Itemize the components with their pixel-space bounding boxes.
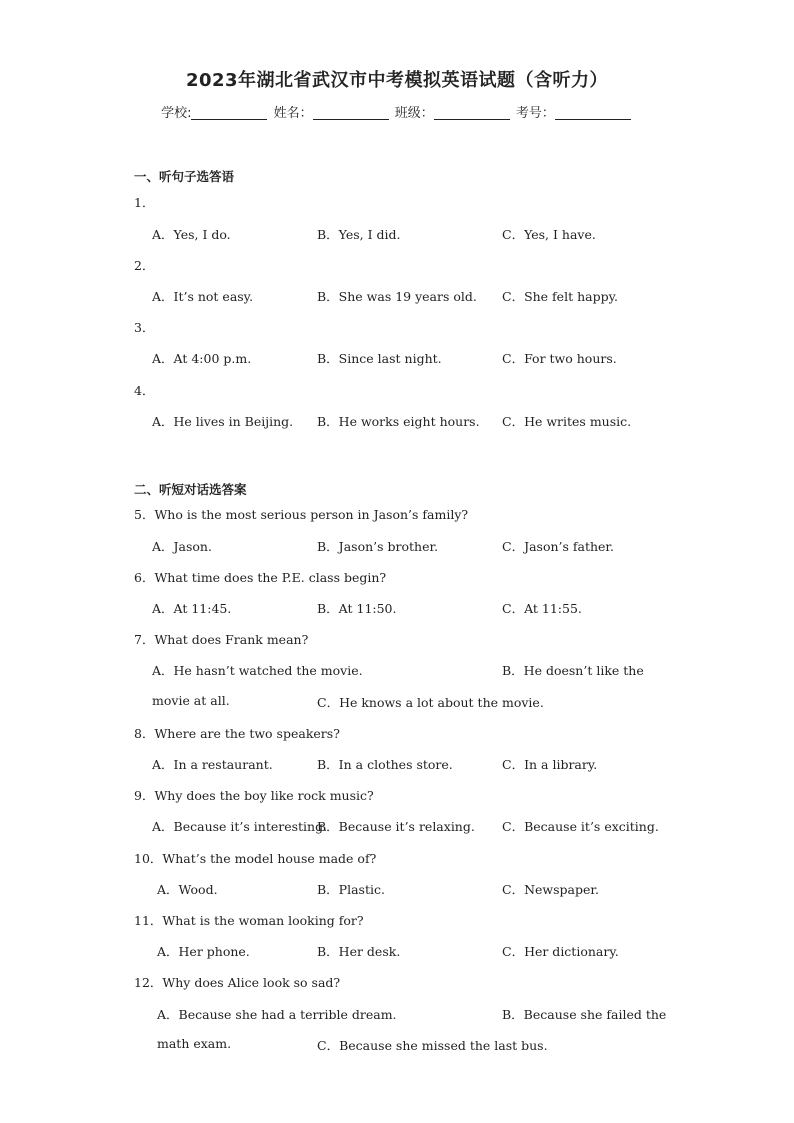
q2-option-c[interactable]: C．She felt happy.	[502, 289, 618, 304]
name-blank[interactable]	[313, 105, 389, 120]
q4-option-c[interactable]: C．He writes music.	[502, 414, 632, 429]
q6-option-c[interactable]: C．At 11:55.	[502, 601, 582, 616]
q11-option-a[interactable]: A．Her phone.	[157, 944, 250, 959]
question-12-stem: 12．Why does Alice look so sad?	[134, 975, 341, 990]
q7-option-a[interactable]: A．He hasn’t watched the movie.	[152, 663, 363, 678]
q12-option-b-continued[interactable]: math exam.	[157, 1036, 232, 1051]
question-3-stem: 3．	[134, 320, 155, 335]
q9-option-a[interactable]: A．Because it’s interesting.	[152, 819, 328, 834]
q5-option-a[interactable]: A．Jason.	[152, 539, 212, 554]
q4-option-b[interactable]: B．He works eight hours.	[317, 414, 480, 429]
q6-option-b[interactable]: B．At 11:50.	[317, 601, 397, 616]
q1-option-c[interactable]: C．Yes, I have.	[502, 227, 596, 242]
q12-option-a[interactable]: A．Because she had a terrible dream.	[157, 1007, 397, 1022]
student-info-row	[0, 102, 794, 121]
q10-option-b[interactable]: B．Plastic.	[317, 882, 385, 897]
q7-option-b[interactable]: B．He doesn’t like the	[502, 663, 644, 678]
q5-option-b[interactable]: B．Jason’s brother.	[317, 539, 439, 554]
question-4-stem: 4．	[134, 383, 155, 398]
question-8-stem: 8．Where are the two speakers?	[134, 726, 340, 741]
q10-option-a[interactable]: A．Wood.	[157, 882, 218, 897]
number-blank[interactable]	[555, 105, 631, 120]
q3-option-a[interactable]: A．At 4:00 p.m.	[152, 351, 252, 366]
q2-option-a[interactable]: A．It’s not easy.	[152, 289, 254, 304]
question-1-stem: 1．	[134, 195, 155, 210]
question-5-stem: 5．Who is the most serious person in Jason’s family?	[134, 507, 469, 522]
q4-option-a[interactable]: A．He lives in Beijing.	[152, 414, 294, 429]
question-10-stem: 10．What’s the model house made of?	[134, 851, 377, 866]
page-title: 2023年湖北省武汉市中考模拟英语试题（含听力）	[185, 70, 609, 91]
q12-option-b[interactable]: B．Because she failed the	[502, 1007, 667, 1022]
question-2-stem: 2．	[134, 258, 155, 273]
q1-option-a[interactable]: A．Yes, I do.	[152, 227, 231, 242]
q3-option-c[interactable]: C．For two hours.	[502, 351, 617, 366]
class-blank[interactable]	[434, 105, 510, 120]
question-7-stem: 7．What does Frank mean?	[134, 632, 309, 647]
q2-option-b[interactable]: B．She was 19 years old.	[317, 289, 477, 304]
q1-option-b[interactable]: B．Yes, I did.	[317, 227, 401, 242]
q7-option-c[interactable]: C．He knows a lot about the movie.	[317, 695, 544, 710]
q8-option-b[interactable]: B．In a clothes store.	[317, 757, 453, 772]
question-6-stem: 6．What time does the P.E. class begin?	[134, 570, 387, 585]
q11-option-c[interactable]: C．Her dictionary.	[502, 944, 619, 959]
school-blank[interactable]	[191, 105, 267, 120]
q3-option-b[interactable]: B．Since last night.	[317, 351, 442, 366]
section-heading-1: 一、听句子选答语	[134, 169, 235, 184]
question-9-stem: 9．Why does the boy like rock music?	[134, 788, 374, 803]
q7-option-b-continued[interactable]: movie at all.	[152, 693, 230, 708]
q9-option-c[interactable]: C．Because it’s exciting.	[502, 819, 659, 834]
q8-option-a[interactable]: A．In a restaurant.	[152, 757, 273, 772]
school-label: 学校:	[161, 106, 192, 121]
name-label: 姓名：	[273, 106, 313, 121]
q5-option-c[interactable]: C．Jason’s father.	[502, 539, 615, 554]
q10-option-c[interactable]: C．Newspaper.	[502, 882, 599, 897]
q9-option-b[interactable]: B．Because it’s relaxing.	[317, 819, 475, 834]
q12-option-c[interactable]: C．Because she missed the last bus.	[317, 1038, 548, 1053]
q11-option-b[interactable]: B．Her desk.	[317, 944, 401, 959]
class-label: 班级：	[394, 106, 434, 121]
q6-option-a[interactable]: A．At 11:45.	[152, 601, 232, 616]
section-heading-2: 二、听短对话选答案	[134, 482, 247, 497]
number-label: 考号：	[515, 106, 555, 121]
question-11-stem: 11．What is the woman looking for?	[134, 913, 364, 928]
q8-option-c[interactable]: C．In a library.	[502, 757, 598, 772]
